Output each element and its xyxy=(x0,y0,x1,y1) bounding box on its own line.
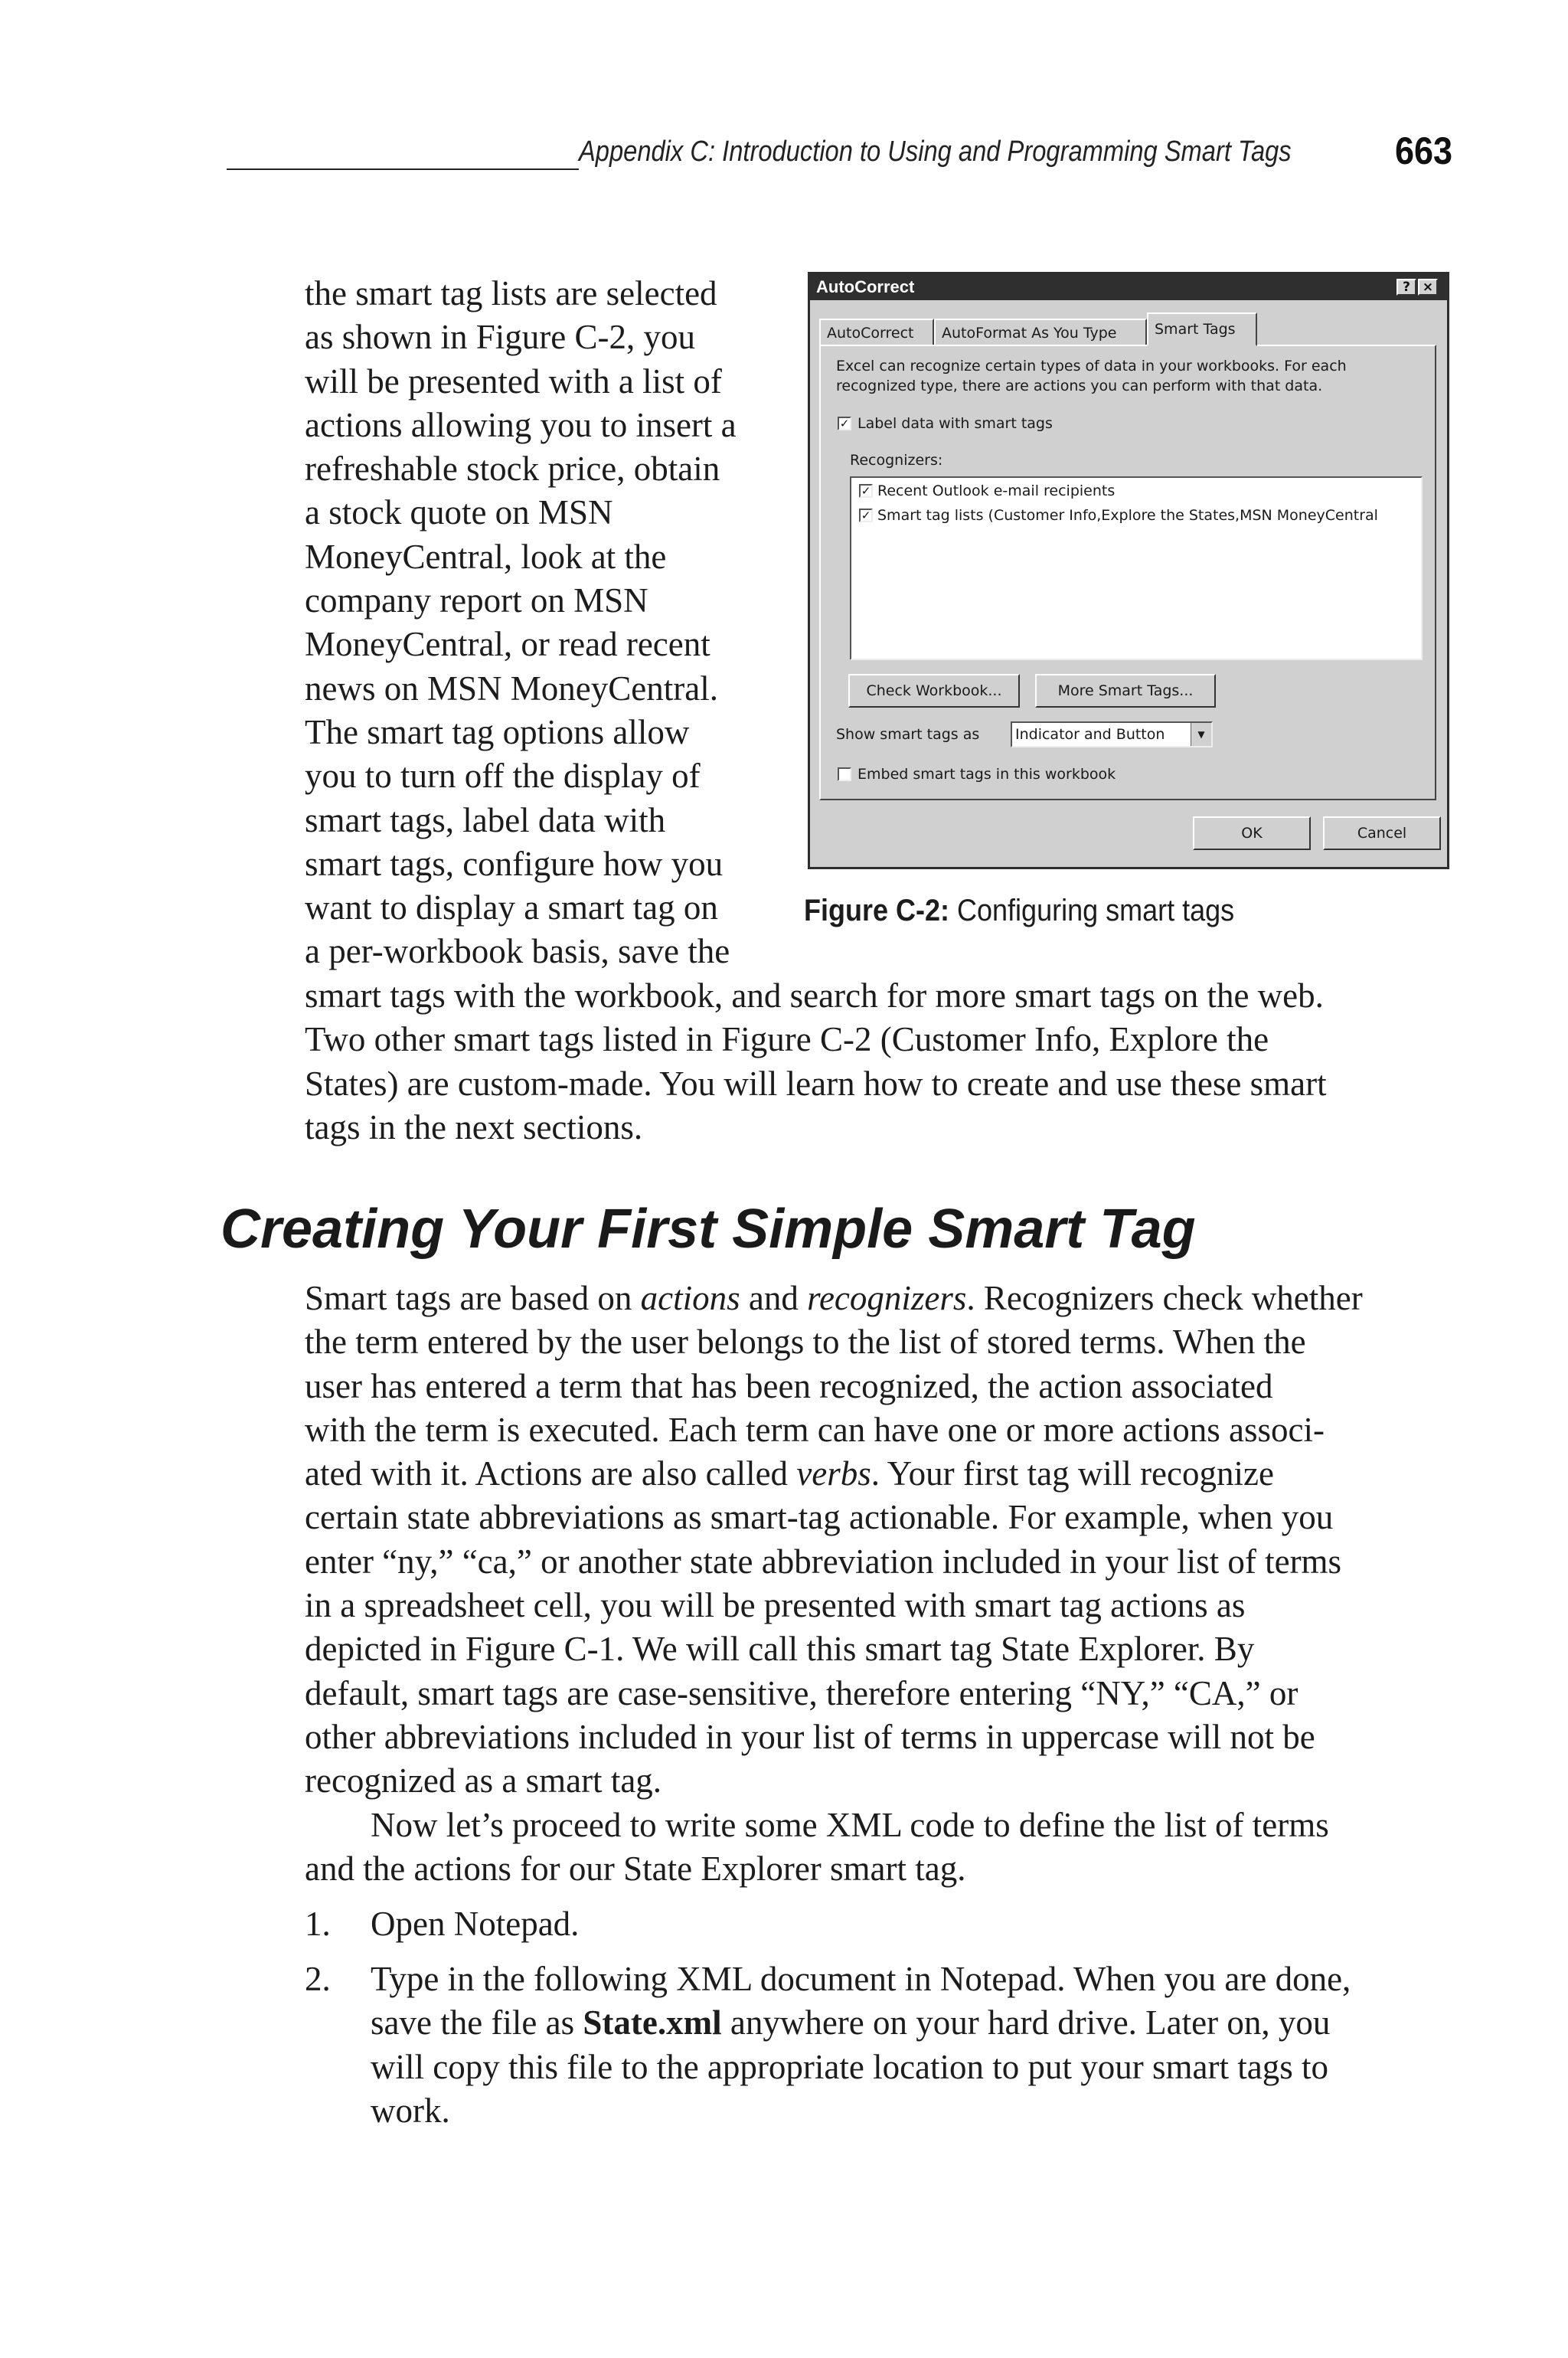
dialog-title: AutoCorrect xyxy=(816,277,915,296)
text-line: news on MSN MoneyCentral. xyxy=(305,669,718,708)
filename-state-xml: State.xml xyxy=(583,2003,722,2042)
close-button[interactable]: × xyxy=(1418,279,1438,296)
emphasis-verbs: verbs xyxy=(796,1454,871,1493)
show-smart-tags-label: Show smart tags as xyxy=(836,726,980,743)
embed-smart-tags-checkbox[interactable] xyxy=(838,767,851,781)
running-header-title: Appendix C: Introduction to Using and Programming Smart Tags xyxy=(579,136,1292,168)
recognizer-item[interactable]: Smart tag lists (Customer Info,Explore the States,MSN MoneyCentral xyxy=(877,507,1378,524)
autocorrect-dialog xyxy=(808,272,1449,869)
continued-paragraph xyxy=(305,974,1476,1150)
help-button[interactable]: ? xyxy=(1396,279,1416,296)
text-line: Open Notepad. xyxy=(371,1905,580,1943)
text-line: depicted in Figure C-1. We will call this smart tag State Explorer. By xyxy=(305,1630,1255,1669)
figure-caption-label: Figure C-2: xyxy=(804,894,950,927)
tab-smart-tags[interactable]: Smart Tags xyxy=(1147,312,1257,346)
recognizer-checkbox[interactable]: ✓ xyxy=(859,509,873,522)
text-line: Two other smart tags listed in Figure C-2 (Customer Info, Explore the xyxy=(305,1020,1269,1059)
recognizer-item[interactable]: Recent Outlook e-mail recipients xyxy=(877,482,1116,499)
wrapped-paragraph xyxy=(305,272,795,974)
text-run: Smart tags are based on xyxy=(305,1279,641,1317)
recognizers-label: Recognizers: xyxy=(850,452,943,469)
figure-caption xyxy=(804,891,1424,930)
text-line: smart tags with the workbook, and search for more smart tags on the web. xyxy=(305,976,1324,1015)
text-line: The smart tag options allow xyxy=(305,712,690,751)
section-heading: Creating Your First Simple Smart Tag xyxy=(220,1199,1196,1260)
emphasis-actions: actions xyxy=(640,1279,740,1317)
more-smart-tags-button[interactable]: More Smart Tags... xyxy=(1035,674,1216,708)
text-line: a stock quote on MSN xyxy=(305,493,613,532)
text-line: in a spreadsheet cell, you will be presented with smart tag actions as xyxy=(305,1586,1246,1625)
label-data-checkbox-label[interactable]: Label data with smart tags xyxy=(858,415,1053,432)
recognizers-list[interactable] xyxy=(850,476,1423,660)
text-line: enter “ny,” “ca,” or another state abbreviation included in your list of terms xyxy=(305,1542,1342,1581)
text-run: . Recognizers check whether xyxy=(966,1279,1363,1317)
text-line: as shown in Figure C-2, you xyxy=(305,318,695,357)
step-number: 2. xyxy=(305,1960,331,1998)
text-run: and xyxy=(740,1279,808,1317)
text-line: a per-workbook basis, save the xyxy=(305,932,730,971)
figure-caption-text: Configuring smart tags xyxy=(949,894,1235,927)
select-value: Indicator and Button xyxy=(1015,726,1165,743)
text-line: MoneyCentral, or read recent xyxy=(305,625,710,664)
text-line: work. xyxy=(371,2091,450,2130)
text-line: Type in the following XML document in Notepad. When you are done, xyxy=(371,1960,1351,1998)
text-line: the smart tag lists are selected xyxy=(305,274,717,312)
text-line: the term entered by the user belongs to the list of stored terms. When the xyxy=(305,1323,1306,1362)
emphasis-recognizers: recognizers xyxy=(807,1279,967,1317)
text-run: . Your first tag will recognize xyxy=(871,1454,1274,1493)
tab-autoformat-as-you-type[interactable]: AutoFormat As You Type xyxy=(934,319,1147,346)
cancel-button[interactable]: Cancel xyxy=(1323,816,1441,850)
text-line: smart tags, label data with xyxy=(305,800,666,839)
dialog-titlebar xyxy=(810,274,1447,300)
check-workbook-button[interactable]: Check Workbook... xyxy=(848,674,1020,708)
text-line: certain state abbreviations as smart-tag actionable. For example, when you xyxy=(305,1498,1334,1537)
text-line: company report on MSN xyxy=(305,581,648,620)
text-line: you to turn off the display of xyxy=(305,757,701,796)
text-line: States) are custom-made. You will learn how to create and use these smart xyxy=(305,1064,1327,1103)
panel-intro-line: recognized type, there are actions you can perform with that data. xyxy=(836,378,1323,394)
embed-smart-tags-label[interactable]: Embed smart tags in this workbook xyxy=(858,766,1116,783)
step-text xyxy=(371,1957,1481,2133)
text-line: user has entered a term that has been recognized, the action associated xyxy=(305,1366,1273,1405)
text-line: tags in the next sections. xyxy=(305,1107,643,1146)
ok-button[interactable]: OK xyxy=(1193,816,1311,850)
dropdown-arrow-icon[interactable]: ▼ xyxy=(1191,723,1211,746)
section-body xyxy=(305,1277,1476,1891)
tab-autocorrect[interactable]: AutoCorrect xyxy=(819,319,934,346)
text-line: smart tags, configure how you xyxy=(305,844,724,883)
text-line: actions allowing you to insert a xyxy=(305,405,737,444)
text-line: will copy this file to the appropriate location to put your smart tags to xyxy=(371,2047,1328,2086)
text-line: Now let’s proceed to write some XML code to define the list of terms xyxy=(371,1805,1329,1844)
text-line: default, smart tags are case-sensitive, therefore entering “NY,” “CA,” or xyxy=(305,1673,1298,1712)
step-number: 1. xyxy=(305,1905,331,1943)
page-number: 663 xyxy=(1395,129,1453,172)
text-line: will be presented with a list of xyxy=(305,361,722,401)
panel-intro-line: Excel can recognize certain types of data in your workbooks. For each xyxy=(836,358,1347,374)
header-rule xyxy=(227,168,579,170)
text-line: and the actions for our State Explorer smart tag. xyxy=(305,1849,966,1888)
text-line: other abbreviations included in your list of terms in uppercase will not be xyxy=(305,1717,1315,1756)
recognizer-checkbox[interactable]: ✓ xyxy=(859,484,873,498)
text-line xyxy=(305,1452,1476,1496)
text-line: recognized as a smart tag. xyxy=(305,1761,662,1800)
text-line xyxy=(371,2001,1481,2045)
text-run: save the file as xyxy=(371,2003,583,2042)
smart-tags-panel xyxy=(819,345,1436,800)
text-run: anywhere on your hard drive. Later on, you xyxy=(721,2003,1331,2042)
text-line xyxy=(305,1277,1476,1320)
show-smart-tags-select[interactable] xyxy=(1011,721,1213,747)
text-line: want to display a smart tag on xyxy=(305,888,718,927)
text-line: MoneyCentral, look at the xyxy=(305,537,667,576)
text-run: ated with it. Actions are also called xyxy=(305,1454,797,1493)
text-line: refreshable stock price, obtain xyxy=(305,450,720,489)
step-text xyxy=(371,1902,1481,1946)
text-line: with the term is executed. Each term can have one or more actions associ- xyxy=(305,1410,1325,1449)
label-data-checkbox[interactable]: ✓ xyxy=(838,417,851,430)
